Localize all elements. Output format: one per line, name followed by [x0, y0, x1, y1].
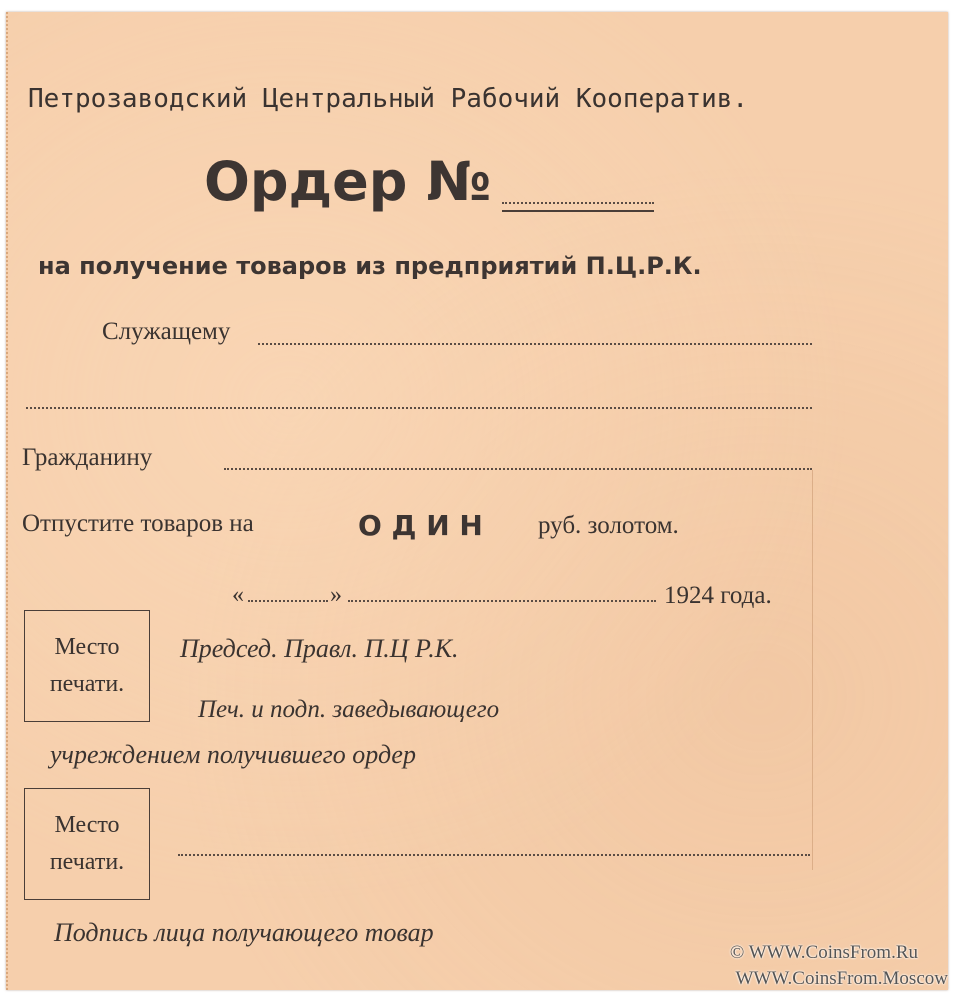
release-prefix: Отпустите товаров на: [22, 510, 254, 537]
employee-field-line: [258, 343, 812, 345]
order-subtitle: на получение товаров из предприятий П.Ц.Р.К.: [38, 252, 702, 280]
date-day-line: [248, 600, 328, 602]
watermark-line-2: WWW.CoinsFrom.Moscow: [735, 968, 948, 989]
stamp-label-top: Место: [54, 634, 120, 660]
stub-edge: [812, 470, 813, 870]
year-text: 1924 года.: [664, 582, 772, 609]
stamp-label-bottom-2: печати.: [49, 849, 125, 875]
order-number-underline: [502, 210, 654, 212]
date-open-quote: «: [232, 582, 244, 608]
stamp-box-2: [24, 788, 150, 900]
chairman-signature: Председ. Правл. П.Ц Р.К.: [180, 634, 459, 663]
stamp-label-top-2: Место: [54, 812, 120, 838]
watermark-line-1: © WWW.CoinsFrom.Ru: [729, 942, 918, 963]
release-suffix: руб. золотом.: [538, 512, 679, 539]
recipient-signature-label: Подпись лица получающего товар: [54, 918, 434, 947]
cooperative-name: Петрозаводский Центральный Рабочий Кооператив.: [28, 84, 749, 114]
order-title: Ордер №: [204, 150, 492, 213]
recipient-signature-line: [178, 854, 810, 856]
date-close-quote: »: [330, 582, 342, 608]
manager-signature: Печ. и подп. заведывающего: [198, 696, 500, 723]
employee-label: Служащему: [102, 318, 231, 345]
citizen-label: Гражданину: [22, 444, 153, 471]
amount-value: О Д И Н: [358, 509, 483, 542]
citizen-field-line: [224, 468, 812, 470]
institution-line: учреждением получившего ордер: [50, 740, 416, 769]
order-number-line: [502, 202, 654, 204]
date-month-line: [348, 600, 656, 602]
stamp-box-1: [24, 610, 150, 722]
stamp-label-bottom: печати.: [49, 671, 125, 697]
employee-field-line-2: [26, 407, 812, 409]
